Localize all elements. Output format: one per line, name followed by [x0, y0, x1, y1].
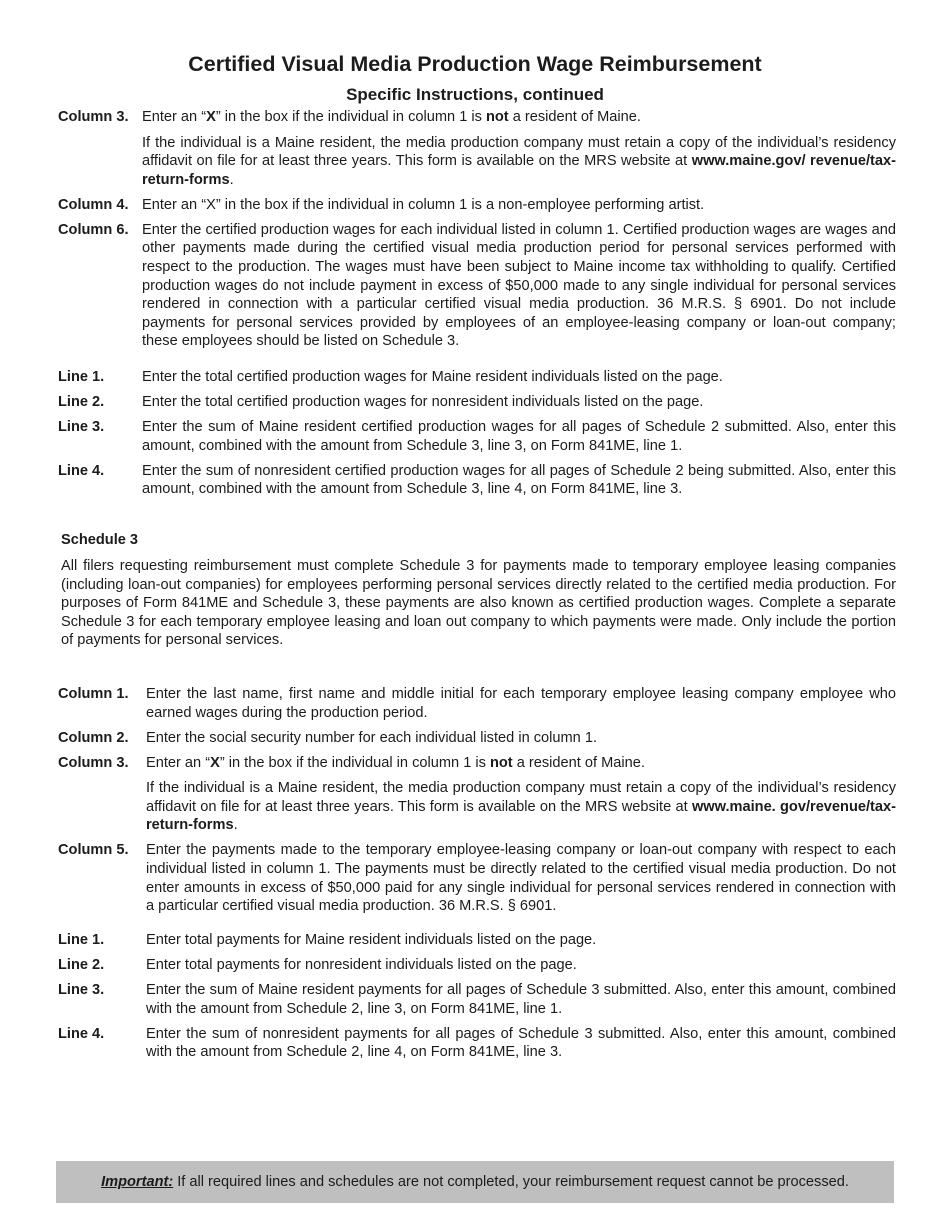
item-text: Enter the total certified production wages for Maine resident individuals listed on the page. [142, 369, 723, 385]
text-run: If the individual is a Maine resident, the media production company must retain a copy of the individual’s residency affidavit on file for at least three years. This form is available on the MRS website at [146, 780, 896, 815]
item-text: Enter the sum of nonresident payments for all pages of Schedule 3 submitted. Also, enter this amount, combined with the amount from Schedule 2, line 4, on Form 841ME, line 3. [146, 1025, 896, 1061]
item-label: Line 3. [58, 418, 105, 435]
s3-line2-item [58, 956, 896, 975]
item-label: Column 1. [58, 686, 129, 702]
item-label: Line 1. [58, 369, 105, 385]
item-body [142, 108, 896, 189]
item-text: Enter the payments made to the temporary employee-leasing company or loan-out company with respect to each individual listed in column 1. The payments must be directly related to the certified visual media production. Do not enter amounts in excess of $50,000 paid for any single individual for personal services rendered in connection with a particular certified visual media production. 36 M.R.S. § 6901. [146, 842, 896, 915]
item-label: Column 6. [58, 221, 129, 238]
item-text [146, 754, 896, 773]
s3-line1-item [58, 931, 896, 950]
bold-x: X [210, 754, 220, 771]
item-text: Enter the sum of Maine resident payments for all pages of Schedule 3 submitted. Also, enter this amount, combined with the amount from Schedule 2, line 3, on Form 841ME, line 1. [146, 981, 896, 1017]
s2-line3-item [58, 418, 896, 455]
item-text: Enter the certified production wages for each individual listed in column 1. Certified production wages are wages and other payments made during the certified visual media production period for personal services performed with respect to the production. The wages must have been subject to Maine income tax withholding to qualify. Certified production wages do not include payment in excess of $50,000 made to any single individual for personal services rendered in connection with a particular certified visual media production. 36 M.R.S. § 6901. Do not include payments for personal services provided by employees of an employee-leasing company or loan-out company; these employees should be listed on Schedule 3. [142, 221, 896, 350]
item-text: Enter an “X” in the box if the individual in column 1 is a non-employee performing artist. [142, 196, 705, 213]
text-run: ” in the box if the individual in column 1 is [215, 109, 486, 125]
schedule3-heading: Schedule 3 [61, 532, 139, 548]
item-label: Column 4. [58, 196, 129, 213]
s2-column6-item [58, 221, 896, 351]
item-text [142, 134, 896, 190]
text-run: If the individual is a Maine resident, the media production company must retain a copy of the individual’s residency affidavit on file for at least three years. This form is available on the MRS website at [142, 134, 896, 170]
website-link[interactable]: www.maine. gov/revenue/tax-return-forms [146, 798, 896, 834]
s3-column5-item [58, 841, 896, 915]
item-label: Column 5. [58, 842, 129, 859]
item-label: Line 2. [58, 393, 105, 410]
important-text: If all required lines and schedules are not completed, your reimbursement request cannot be processed. [177, 1173, 849, 1190]
text-run: Enter an “ [142, 109, 207, 125]
item-label: Column 3. [58, 754, 129, 771]
item-label: Line 4. [58, 1025, 105, 1042]
item-text: Enter the sum of nonresident certified production wages for all pages of Schedule 2 being submitted. Also, enter this amount, combined with the amount from Schedule 3, line 4, on Form 841ME, line 3. [142, 462, 896, 498]
item-body [146, 754, 896, 835]
s2-line4-item [58, 462, 896, 499]
item-text [146, 779, 896, 835]
item-text: Enter total payments for nonresident individuals listed on the page. [146, 956, 577, 973]
bold-not: not [489, 754, 513, 771]
item-label: Column 2. [58, 729, 129, 746]
item-label: Line 2. [58, 956, 105, 973]
schedule3-intro: All filers requesting reimbursement must complete Schedule 3 for payments made to temporary employee leasing companies (including loan-out companies) for employees performing personal services directly related to the certified media production. For purposes of Form 841ME and Schedule 3, these payments are also known as certified production wages. Complete a separate Schedule 3 for each temporary employee leasing and loan out company to which payments were made. Only include the portion of payments for personal services. [61, 558, 896, 649]
text-run: . [229, 171, 234, 188]
website-link[interactable]: www.maine.gov/ revenue/tax-return-forms [142, 153, 896, 188]
item-text: Enter the sum of Maine resident certified production wages for all pages of Schedule 2 submitted. Also, enter this amount, combined with the amount from Schedule 3, line 3, on Form 841ME, line 1. [142, 418, 896, 454]
text-run: Enter an “ [146, 754, 211, 771]
schedule3-lines [58, 931, 896, 1068]
s3-column2-item [58, 729, 896, 748]
item-label: Column 3. [58, 109, 129, 125]
item-label: Line 3. [58, 981, 105, 998]
item-text: Enter total payments for Maine resident individuals listed on the page. [146, 932, 597, 948]
s3-line4-item [58, 1025, 896, 1062]
schedule3-instructions [58, 685, 896, 922]
bold-not: not [485, 109, 509, 125]
item-text: Enter the last name, first name and middle initial for each temporary employee leasing company employee who earned wages during the production period. [146, 686, 896, 721]
page-title: Certified Visual Media Production Wage Reimbursement [188, 52, 762, 76]
text-run: a resident of Maine. [508, 109, 641, 125]
important-label: Important: [101, 1173, 174, 1190]
bold-x: X [206, 109, 216, 125]
s3-column3-item [58, 754, 896, 835]
s3-column1-item [58, 685, 896, 722]
text-run: . [233, 817, 238, 834]
item-text [142, 108, 896, 127]
text-run: a resident of Maine. [512, 754, 645, 771]
s2-line2-item [58, 393, 896, 412]
s2-column4-item [58, 196, 896, 215]
s2-line1-item [58, 368, 896, 387]
s2-column3-item [58, 108, 896, 189]
schedule2-instructions [58, 108, 896, 357]
item-text: Enter the total certified production wages for nonresident individuals listed on the page. [142, 393, 704, 410]
item-label: Line 1. [58, 932, 105, 948]
item-text: Enter the social security number for each individual listed in column 1. [146, 729, 598, 746]
item-label: Line 4. [58, 462, 105, 479]
important-notice [56, 1161, 894, 1203]
text-run: ” in the box if the individual in column 1 is [219, 754, 490, 771]
page-subtitle: Specific Instructions, continued [346, 85, 604, 104]
s3-line3-item [58, 981, 896, 1018]
schedule2-lines [58, 368, 896, 505]
